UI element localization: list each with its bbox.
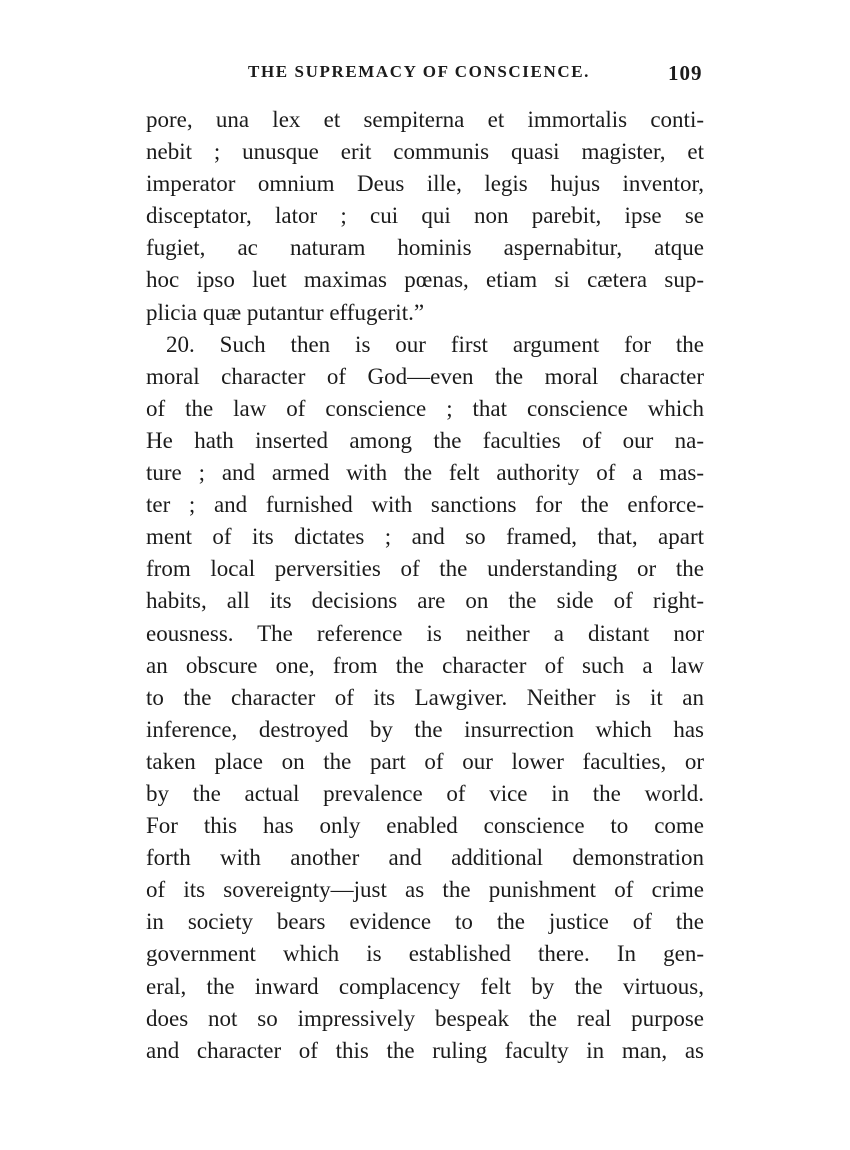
text-line: and character of this the ruling faculty in man, as xyxy=(146,1037,704,1063)
text-line: habits, all its decisions are on the side of right- xyxy=(146,588,704,614)
text-line: He hath inserted among the faculties of our na- xyxy=(146,427,704,453)
text-line: For this has only enabled conscience to come xyxy=(146,813,704,839)
text-line: an obscure one, from the character of such a law xyxy=(146,652,704,678)
page-number: 109 xyxy=(668,61,703,85)
text-line: moral character of God—even the moral character xyxy=(146,363,704,389)
text-line: nebit ; unusque erit communis quasi magister, et xyxy=(146,139,704,165)
paragraph-start-line: 20. Such then is our first argument for the xyxy=(166,331,704,357)
text-line: of the law of conscience ; that conscience which xyxy=(146,395,704,421)
text-line: in society bears evidence to the justice of the xyxy=(146,909,704,935)
running-head xyxy=(0,62,850,92)
text-line: inference, destroyed by the insurrection which has xyxy=(146,716,704,742)
text-line: forth with another and additional demonstration xyxy=(146,845,704,871)
text-line: of its sovereignty—just as the punishment of crime xyxy=(146,877,704,903)
body-text xyxy=(146,104,704,1094)
text-line: government which is established there. In gen- xyxy=(146,941,704,967)
text-line: to the character of its Lawgiver. Neither is it an xyxy=(146,684,704,710)
text-line: does not so impressively bespeak the real purpose xyxy=(146,1005,704,1031)
text-line: taken place on the part of our lower faculties, or xyxy=(146,748,704,774)
text-line: eousness. The reference is neither a distant nor xyxy=(146,620,704,646)
text-line: pore, una lex et sempiterna et immortalis conti- xyxy=(146,107,704,132)
text-line: eral, the inward complacency felt by the virtuous, xyxy=(146,973,704,999)
text-line: from local perversities of the understanding or the xyxy=(146,556,704,582)
text-line: hoc ipso luet maximas pœnas, etiam si cætera sup- xyxy=(146,267,704,293)
text-line: imperator omnium Deus ille, legis hujus inventor, xyxy=(146,171,704,197)
text-line: ter ; and furnished with sanctions for the enforce- xyxy=(146,492,704,518)
text-line: plicia quæ putantur effugerit.” xyxy=(146,299,425,325)
text-line: disceptator, lator ; cui qui non parebit, ipse se xyxy=(146,203,704,229)
running-title: THE SUPREMACY OF CONSCIENCE. xyxy=(248,62,591,81)
text-line: ture ; and armed with the felt authority of a mas- xyxy=(146,460,704,486)
text-line: fugiet, ac naturam hominis aspernabitur, atque xyxy=(146,235,704,261)
text-line: by the actual prevalence of vice in the world. xyxy=(146,780,704,806)
text-line: ment of its dictates ; and so framed, that, apart xyxy=(146,524,704,550)
